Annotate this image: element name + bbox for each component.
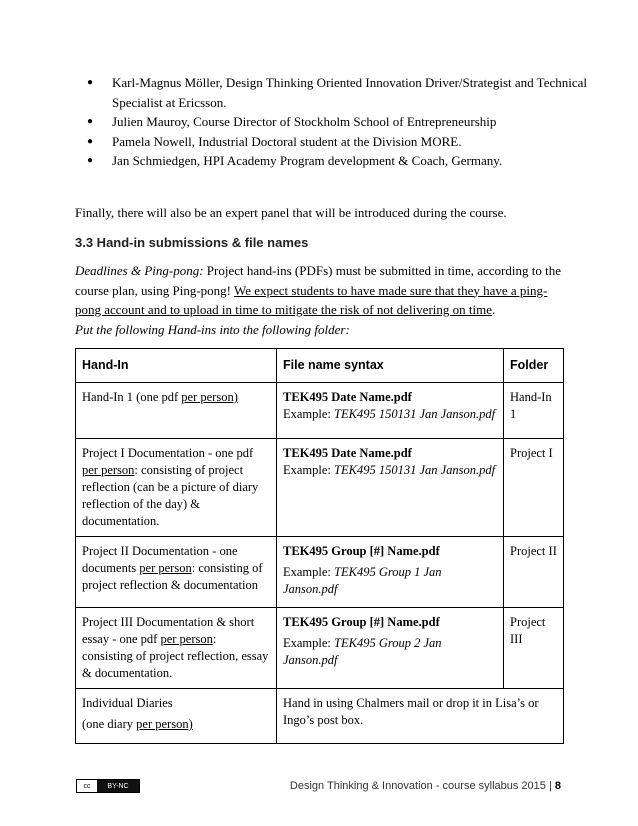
list-item: ● Jan Schmiedgen, HPI Academy Program development & Coach, Germany. xyxy=(84,151,604,171)
instructor-list xyxy=(84,73,604,171)
section-heading: 3.3 Hand-in submissions & file names xyxy=(75,235,309,250)
cc-license-badge: cc BY-NC xyxy=(76,779,140,793)
bullet-icon: ● xyxy=(87,155,94,166)
filename-cell: TEK495 Date Name.pdf Example: TEK495 150131 Jan Janson.pdf xyxy=(277,439,504,537)
table-row xyxy=(76,383,564,439)
bullet-icon: ● xyxy=(87,135,94,147)
filename-cell: TEK495 Group [#] Name.pdf Example: TEK495 Group 2 Jan Janson.pdf xyxy=(277,608,504,689)
deadlines-paragraph: Deadlines & Ping-pong: Project hand-ins (PDFs) must be submitted in time, according to the course plan, using Ping-pong! We expect students to have made sure that they have a ping-pong account and to upload in time to mitigate the risk of not delivering on time. xyxy=(75,263,561,317)
table-row xyxy=(76,537,564,608)
page-number: 8 xyxy=(554,780,561,792)
handin-cell: Project I Documentation - one pdf per person: consisting of project reflection (can be a picture of diary reflection of the day) & documentation. xyxy=(76,439,277,537)
header-filename: File name syntax xyxy=(277,349,504,383)
bullet-icon: ● xyxy=(87,77,94,88)
list-item: ● Pamela Nowell, Industrial Doctoral student at the Division MORE. xyxy=(84,132,604,152)
folder-cell: Project II xyxy=(504,537,564,608)
expert-panel-text: Finally, there will also be an expert panel that will be introduced during the course. xyxy=(75,205,507,220)
folder-cell: Hand-In 1 xyxy=(504,383,564,439)
handin-table xyxy=(75,348,564,744)
list-item: ● Julien Mauroy, Course Director of Stockholm School of Entrepreneurship xyxy=(84,112,604,132)
table-row xyxy=(76,439,564,537)
page-footer: Design Thinking & Innovation - course syllabus 2015 | 8 xyxy=(289,780,561,792)
header-handin: Hand-In xyxy=(76,349,277,383)
deadlines-warning: We expect students to have made sure that they have a ping-pong account and to upload in time to mitigate the risk of not delivering on time xyxy=(75,282,548,317)
list-item: ● Karl-Magnus Möller, Design Thinking Oriented Innovation Driver/Strategist and Technical Specialist at Ericsson. xyxy=(87,75,588,110)
diaries-cell: Individual Diaries (one diary per person) xyxy=(76,689,277,744)
handin-cell: Hand-In 1 (one pdf per person) xyxy=(76,383,277,439)
table-row xyxy=(76,608,564,689)
deadlines-label: Deadlines & Ping-pong: xyxy=(75,263,204,278)
handin-cell: Project III Documentation & short essay - one pdf per person: consisting of project reflection, essay & documentation. xyxy=(76,608,277,689)
table-row xyxy=(76,689,564,744)
diaries-instructions-cell: Hand in using Chalmers mail or drop it in Lisa’s or Ingo’s post box. xyxy=(277,689,564,744)
bullet-icon: ● xyxy=(87,116,94,127)
handin-cell: Project II Documentation - one documents per person: consisting of project reflection & documentation xyxy=(76,537,277,608)
put-instructions: Put the following Hand-ins into the following folder: xyxy=(75,322,350,337)
table-header-row xyxy=(76,349,564,383)
filename-cell: TEK495 Date Name.pdf Example: TEK495 150131 Jan Janson.pdf xyxy=(277,383,504,439)
filename-cell: TEK495 Group [#] Name.pdf Example: TEK495 Group 1 Jan Janson.pdf xyxy=(277,537,504,608)
folder-cell: Project I xyxy=(504,439,564,537)
header-folder: Folder xyxy=(504,349,564,383)
folder-cell: Project III xyxy=(504,608,564,689)
